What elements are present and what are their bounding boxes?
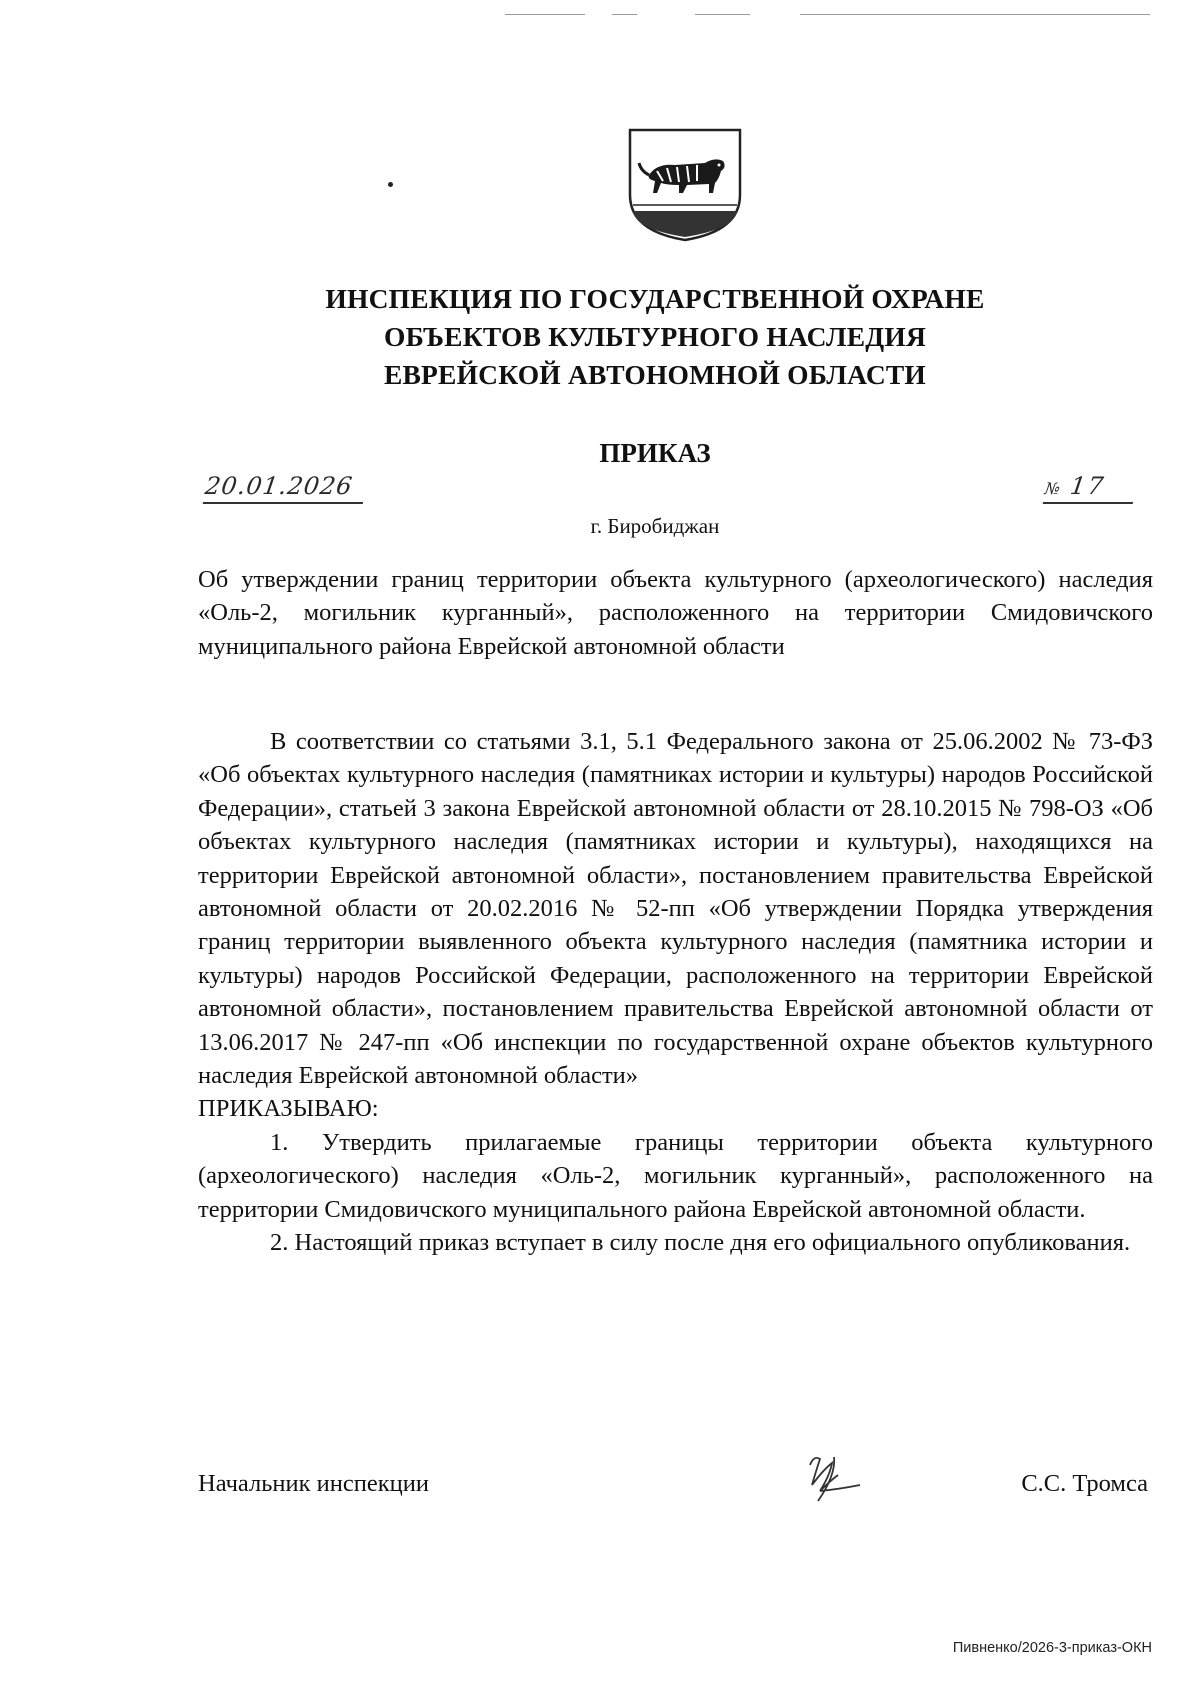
order-item-1: 1. Утвердить прилагаемые границы территории объекта культурного (археологического) наследия «Оль-2, могильник курганный», расположенного на территории Смидовичского муниципального района Еврейской автономной области. xyxy=(198,1128,1153,1223)
signature-block xyxy=(198,1467,1153,1547)
number-value: 17 xyxy=(1068,472,1107,500)
document-reference-footer: Пивненко/2026-3-приказ-ОКН xyxy=(952,1640,1152,1656)
organization-header xyxy=(200,280,1110,394)
signer-name: С.С. Тромса xyxy=(1021,1470,1148,1497)
preamble-paragraph: В соответствии со статьями 3.1, 5.1 Федерального закона от 25.06.2002 № 73-ФЗ «Об объектах культурного наследия (памятниках истории и культуры) народов Российской Федерации», статьей 3 закона Еврейской автономной области от 28.10.2015 № 798-ОЗ «Об объектах культурного наследия (памятниках истории и культуры), находящихся на территории Еврейской автономной области», постановлением правительства Еврейской автономной области от 20.02.2016 № 52-пп «Об утверждении Порядка утверждения границ территории выявленного объекта культурного наследия (памятника истории и культуры) народов Российской Федерации, расположенного на территории Еврейской автономной области», постановлением правительства Еврейской автономной области от 13.06.2017 № 247-пп «Об инспекции по государственной охране объектов культурного наследия Еврейской автономной области» xyxy=(198,728,1153,1090)
handwritten-date: 20.01.2026 xyxy=(203,472,367,504)
handwritten-signature xyxy=(790,1445,880,1515)
scan-artifact-line xyxy=(800,14,1150,15)
order-body xyxy=(198,725,1153,1260)
scan-artifact-line xyxy=(612,14,637,15)
order-subject: Об утверждении границ территории объекта культурного (археологического) наследия «Оль-2, могильник курганный», расположенного на территории Смидовичского муниципального района Еврейской автономной области xyxy=(198,566,1153,660)
document-type-title: ПРИКАЗ xyxy=(599,438,711,468)
header-line-1: ИНСПЕКЦИЯ ПО ГОСУДАРСТВЕННОЙ ОХРАНЕ xyxy=(325,283,985,314)
order-item-2: 2. Настоящий приказ вступает в силу после дня его официального опубликования. xyxy=(270,1229,1131,1257)
header-line-3: ЕВРЕЙСКОЙ АВТОНОМНОЙ ОБЛАСТИ xyxy=(383,359,927,390)
scan-artifact-dot xyxy=(388,182,393,187)
signer-position: Начальник инспекции xyxy=(198,1470,429,1497)
header-line-2: ОБЪЕКТОВ КУЛЬТУРНОГО НАСЛЕДИЯ xyxy=(383,321,927,352)
city-label: г. Биробиджан xyxy=(590,514,720,538)
handwritten-number xyxy=(1043,472,1137,504)
number-prefix: № xyxy=(1043,479,1064,498)
scan-artifact-line xyxy=(695,14,750,15)
scan-artifact-line xyxy=(505,14,585,15)
decree-word: ПРИКАЗЫВАЮ: xyxy=(198,1095,379,1123)
tiger-coat-of-arms-icon xyxy=(627,127,743,243)
